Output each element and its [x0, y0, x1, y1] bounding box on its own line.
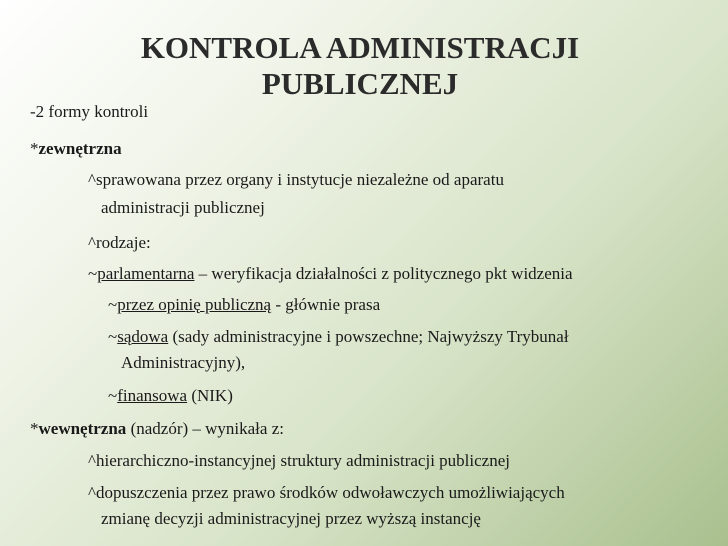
slide-title-line-1: KONTROLA ADMINISTRACJI — [140, 30, 580, 65]
list-item-continuation: administracji publicznej — [101, 198, 265, 217]
internal-control-heading: *wewnętrzna (nadzór) – wynikała z: — [30, 419, 284, 438]
list-item: ~przez opinię publiczną - głównie prasa — [108, 295, 381, 314]
list-item: ~parlamentarna – weryfikacja działalności z politycznego pkt widzenia — [88, 264, 573, 283]
list-item: ^rodzaje: — [88, 233, 151, 252]
list-item: ~sądowa (sady administracyjne i powszechne; Najwyższy Trybunał — [108, 327, 569, 346]
slide-title — [60, 30, 660, 101]
list-item-continuation: zmianę decyzji administracyjnej przez wyższą instancję — [101, 509, 481, 528]
list-item: ^dopuszczenia przez prawo środków odwoławczych umożliwiających — [88, 483, 565, 502]
slide-title-line-2: PUBLICZNEJ — [261, 65, 459, 101]
external-control-heading: *zewnętrzna — [30, 139, 122, 158]
list-item-continuation: Administracyjny), — [121, 353, 246, 372]
list-item: ^hierarchiczno-instancyjnej struktury administracji publicznej — [88, 451, 510, 470]
intro-line: -2 formy kontroli — [30, 102, 149, 121]
list-item: ^sprawowana przez organy i instytucje niezależne od aparatu — [88, 170, 504, 189]
list-item: ~finansowa (NIK) — [108, 386, 233, 405]
